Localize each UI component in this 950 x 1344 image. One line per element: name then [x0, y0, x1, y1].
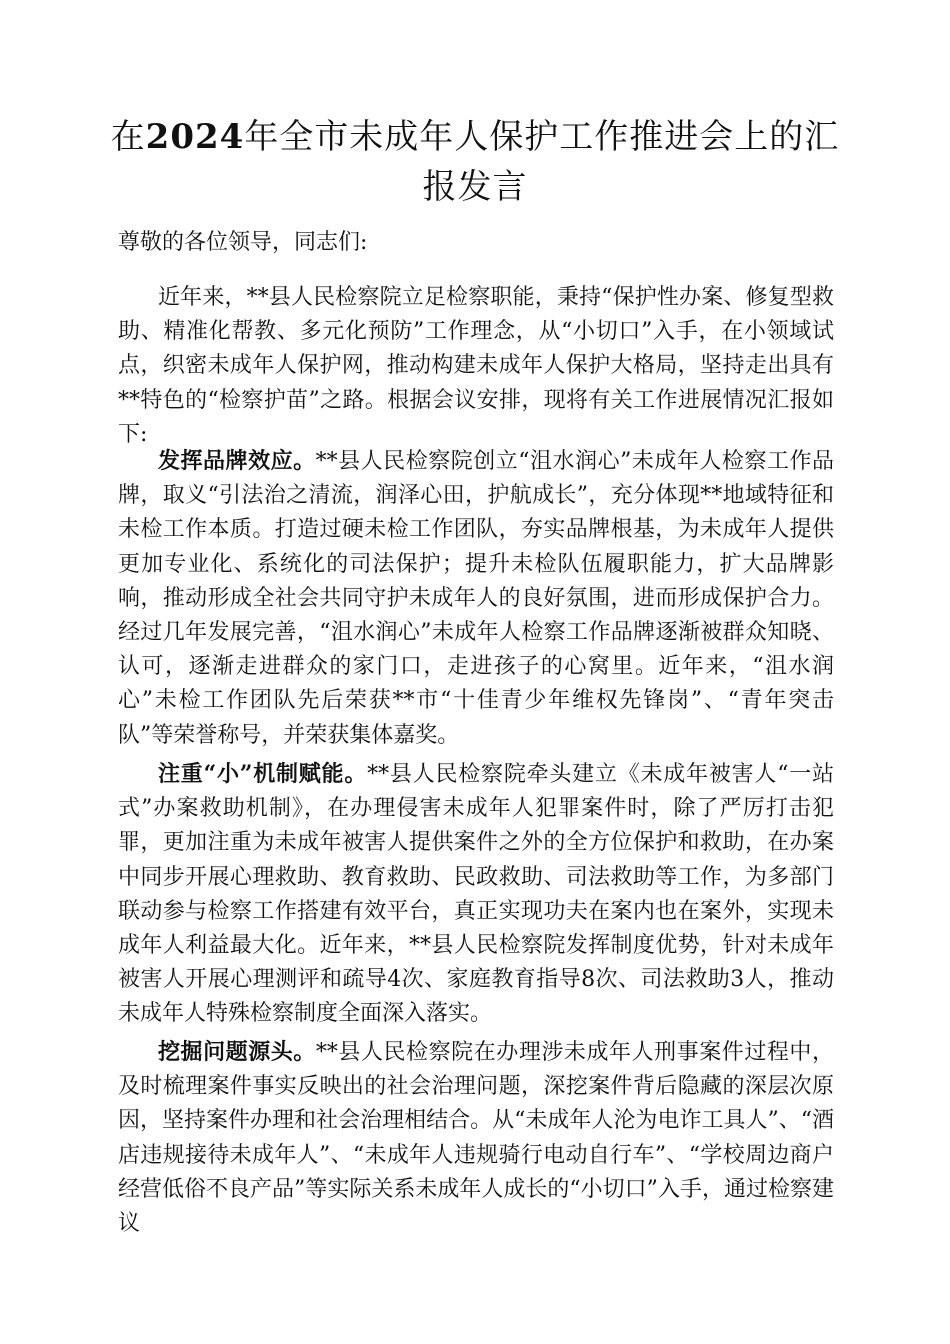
- paragraph-lead: 注重“小”机制赋能。: [158, 761, 368, 787]
- paragraph-problem-source: [118, 1035, 834, 1241]
- title-suffix: 年全市未成年人保护工作推进会上的汇报发言: [244, 117, 840, 207]
- salutation: 尊敬的各位领导，同志们:: [118, 230, 368, 255]
- paragraph-brand-effect: [118, 444, 834, 753]
- paragraph-mechanism: [118, 757, 834, 1032]
- title-year: 2024: [145, 117, 245, 157]
- title-prefix: 在: [110, 117, 146, 157]
- paragraph-body: 近年来，**县人民检察院立足检察职能，秉持“保护性办案、修复型救助、精准化帮教、多元化预防”工作理念，从“小切口”入手，在小领域试点，织密未成年人保护网，推动构建未成年人保护大格局，坚持走出具有**特色的“检察护苗”之路。根据会议安排，现将有关工作进展情况汇报如下:: [118, 285, 834, 447]
- paragraph-body: **县人民检察院在办理涉未成年人刑事案件过程中，及时梳理案件事实反映出的社会治理问题，深挖案件背后隐藏的深层次原因，坚持案件办理和社会治理相结合。从“未成年人沦为电诈工具人”、“酒店违规接待未成年人”、“未成年人违规骑行电动自行车”、“学校周边商户经营低俗不良产品”等实际关系未成年人成长的“小切口”入手，通过检察建议: [118, 1040, 834, 1237]
- paragraph-lead: 挖掘问题源头。: [158, 1039, 316, 1065]
- paragraph-intro: [118, 280, 834, 452]
- paragraph-lead: 发挥品牌效应。: [158, 448, 316, 474]
- paragraph-body: **县人民检察院牵头建立《未成年被害人“一站式”办案救助机制》，在办理侵害未成年人犯罪案件时，除了严厉打击犯罪，更加注重为未成年被害人提供案件之外的全方位保护和救助，在办案中同步开展心理救助、教育救助、民政救助、司法救助等工作，为多部门联动参与检察工作搭建有效平台，真正实现功夫在案内也在案外，实现未成年人利益最大化。近年来，**县人民检察院发挥制度优势，针对未成年被害人开展心理测评和疏导4次、家庭教育指导8次、司法救助3人，推动未成年人特殊检察制度全面深入落实。: [118, 762, 834, 1027]
- document-title: [110, 112, 840, 212]
- paragraph-body: **县人民检察院创立“沮水润心”未成年人检察工作品牌，取义“引法治之清流，润泽心田，护航成长”，充分体现**地域特征和未检工作本质。打造过硬未检工作团队，夯实品牌根基，为未成年人提供更加专业化、系统化的司法保护；提升未检队伍履职能力，扩大品牌影响，推动形成全社会共同守护未成年人的良好氛围，进而形成保护合力。经过几年发展完善，“沮水润心”未成年人检察工作品牌逐渐被群众知晓、认可，逐渐走进群众的家门口，走进孩子的心窝里。近年来，“沮水润心”未检工作团队先后荣获**市“十佳青少年维权先锋岗”、“青年突击队”等荣誉称号，并荣获集体嘉奖。: [118, 449, 834, 748]
